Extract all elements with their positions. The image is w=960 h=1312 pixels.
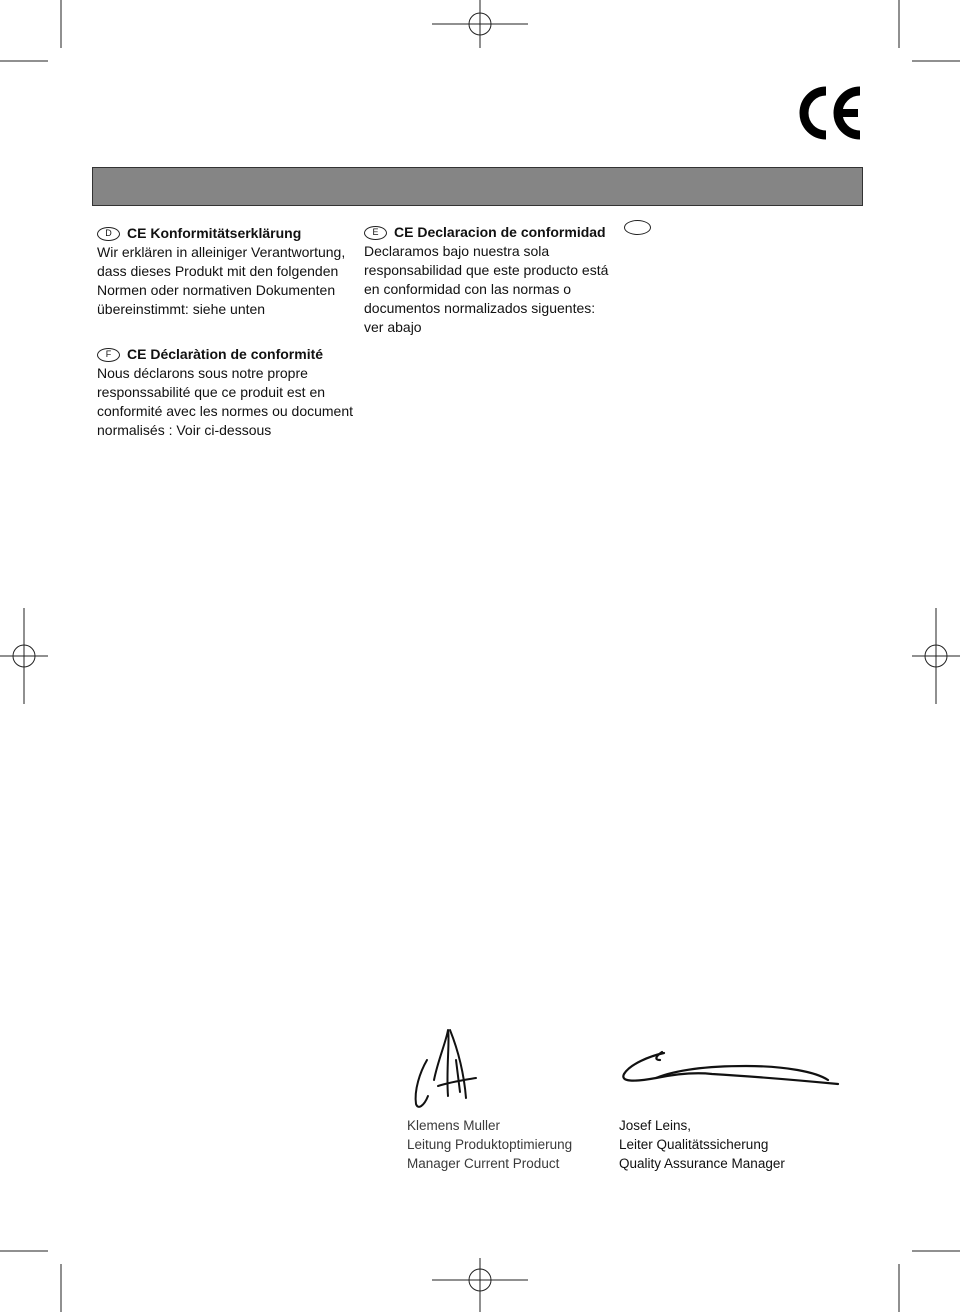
declaration-title bbox=[97, 224, 345, 243]
body-line: Wir erklären in alleiniger Verantwortung, bbox=[97, 244, 346, 260]
declaration-empty bbox=[624, 218, 658, 237]
signatory-name: Klemens Muller bbox=[407, 1118, 501, 1133]
header-bar bbox=[92, 167, 863, 206]
language-badge: D bbox=[97, 227, 120, 241]
registration-crosshair-icon bbox=[0, 608, 48, 704]
body-line: documentos normalizados siguentes: bbox=[364, 300, 596, 316]
body-line: conformité avec les normes ou document bbox=[97, 403, 354, 419]
signature-josef-leins bbox=[616, 1044, 844, 1092]
body-line: Normen oder normativen Dokumenten bbox=[97, 282, 336, 298]
language-badge bbox=[624, 220, 651, 235]
signatory-block bbox=[619, 1116, 785, 1173]
registration-crosshair-icon bbox=[432, 0, 528, 48]
signatory-role-de: Leiter Qualitätssicherung bbox=[619, 1137, 769, 1152]
body-line: Nous déclarons sous notre propre bbox=[97, 365, 308, 381]
body-line: Declaramos bajo nuestra sola bbox=[364, 243, 550, 259]
declaration-title bbox=[97, 345, 353, 364]
declaration-title-text: CE Declaracion de conformidad bbox=[394, 224, 606, 240]
body-line: ver abajo bbox=[364, 319, 422, 335]
body-line: responsabilidad que este producto está bbox=[364, 262, 609, 278]
body-line: normalisés : Voir ci-dessous bbox=[97, 422, 272, 438]
registration-crosshair-icon bbox=[432, 1258, 528, 1312]
body-line: übereinstimmt: siehe unten bbox=[97, 301, 266, 317]
declaration-title bbox=[624, 218, 658, 237]
declaration-body bbox=[97, 243, 345, 319]
body-line: responssabilité que ce produit est en bbox=[97, 384, 326, 400]
declaration-body bbox=[364, 242, 608, 337]
declaration-es bbox=[364, 223, 608, 337]
ce-mark-logo bbox=[796, 84, 866, 142]
signatory-name: Josef Leins, bbox=[619, 1118, 692, 1133]
signatory-role-en: Manager Current Product bbox=[407, 1156, 560, 1171]
declaration-de bbox=[97, 224, 345, 319]
body-line: en conformidad con las normas o bbox=[364, 281, 571, 297]
registration-crosshair-icon bbox=[912, 608, 960, 704]
body-line: dass dieses Produkt mit den folgenden bbox=[97, 263, 339, 279]
declaration-title-text: CE Konformitätserklärung bbox=[127, 225, 302, 241]
declaration-title bbox=[364, 223, 608, 242]
language-badge: F bbox=[97, 348, 120, 362]
declaration-body bbox=[97, 364, 353, 440]
signatory-role-de: Leitung Produktoptimierung bbox=[407, 1137, 573, 1152]
declaration-fr bbox=[97, 345, 353, 440]
signatory-role-en: Quality Assurance Manager bbox=[619, 1156, 785, 1171]
signatory-block bbox=[407, 1116, 572, 1173]
signature-klemens-muller bbox=[402, 1000, 492, 1120]
language-badge: E bbox=[364, 226, 387, 240]
declaration-title-text: CE Déclaràtion de conformité bbox=[127, 346, 324, 362]
